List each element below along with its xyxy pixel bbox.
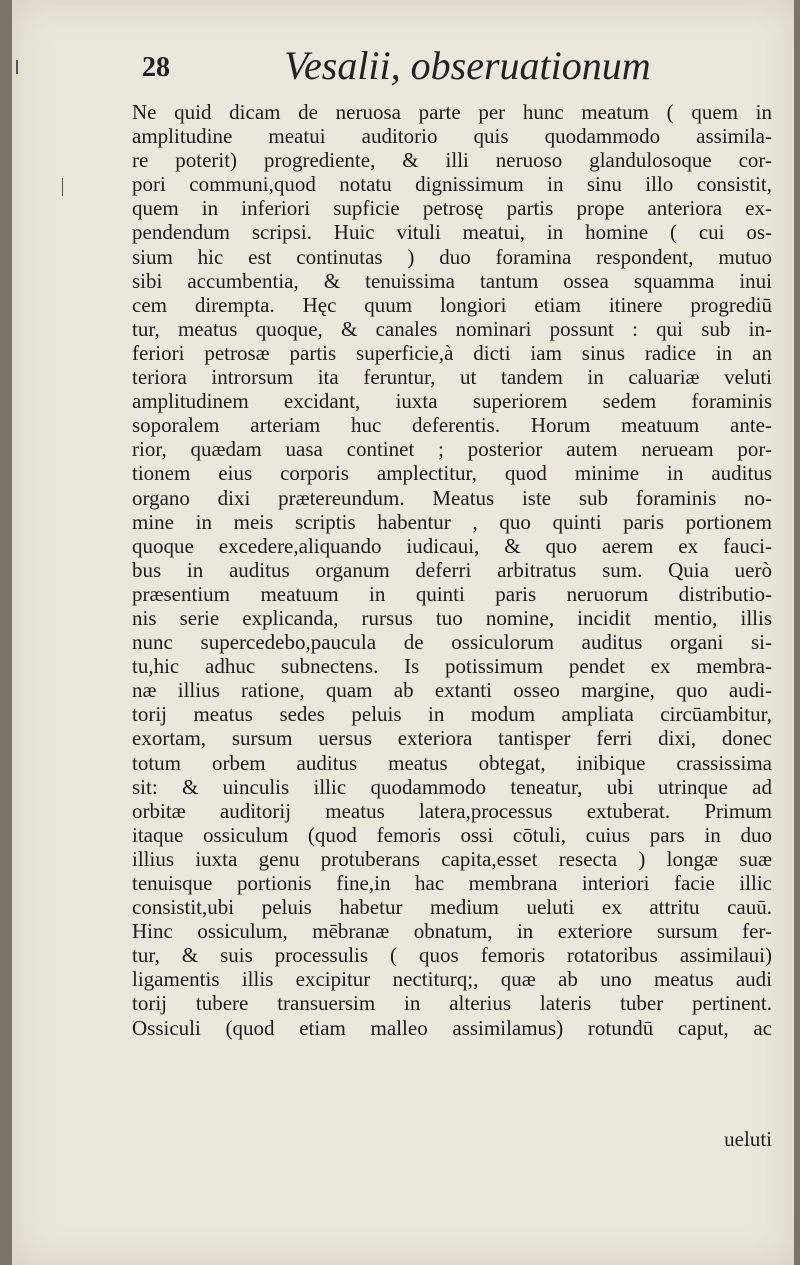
text-line: orbitæ auditorij meatus latera,processus extuberat. Primum [132, 798, 772, 823]
text-line: tu,hic adhuc subnectens. Is potissimum pendet ex membra- [132, 654, 772, 679]
text-line: pori communi,quod notatu dignissimum in sinu illo consistit, [132, 172, 772, 197]
text-line: quoque excedere,aliquando iudicaui, & quo aerem ex fauci- [132, 533, 772, 558]
text-line: sit: & uinculis illic quodammodo teneatur, ubi utrinque ad [132, 774, 772, 799]
text-line: consistit,ubi peluis habetur medium ueluti ex attritu cauū. [132, 895, 772, 920]
text-line: Ne quid dicam de neruosa parte per hunc meatum ( quem in [132, 100, 772, 124]
catchword-row [132, 1127, 772, 1157]
catchword: ueluti [724, 1127, 772, 1151]
text-line: itaque ossiculum (quod femoris ossi cōtuli, cuius pars in duo [132, 822, 772, 847]
text-line: ligamentis illis excipitur nectiturq;, quæ ab uno meatus audi [132, 967, 772, 992]
text-line: nis serie explicanda, rursus tuo nomine, incidit mentio, illis [132, 605, 772, 630]
text-line: organo dixi prætereundum. Meatus iste sub foraminis no- [132, 485, 772, 510]
margin-mark-middle [62, 178, 63, 196]
text-line: bus in auditus organum deferri arbitratus sum. Quia uerò [132, 557, 772, 582]
text-line: nunc supercedebo,paucula de ossiculorum auditus organi si- [132, 630, 772, 655]
text-line: illius iuxta genu protuberans capita,esset resecta ) longæ suæ [132, 846, 772, 871]
text-line: torij tubere transuersim in alterius lateris tuber pertinent. [132, 991, 772, 1016]
text-line: teriora introrsum ita feruntur, ut tandem in caluariæ veluti [132, 365, 772, 390]
text-line: totum orbem auditus meatus obtegat, inibique crassissima [132, 750, 772, 775]
text-line: amplitudine meatui auditorio quis quodammodo assimila- [132, 124, 772, 149]
text-line: soporalem arteriam huc deferentis. Horum meatuum ante- [132, 413, 772, 438]
text-line: tur, & suis processulis ( quos femoris rotatoribus assimilaui) [132, 943, 772, 968]
book-page [12, 0, 794, 1265]
text-line: re poterit) progrediente, & illi neruoso glandulosoque cor- [132, 148, 772, 173]
text-line: sium hic est continutas ) duo foramina respondent, mutuo [132, 244, 772, 269]
running-head: Vesalii, obseruationum [284, 43, 651, 88]
text-line: Hinc ossiculum, mēbranæ obnatum, in exteriore sursum fer- [132, 919, 772, 944]
text-line: tur, meatus quoque, & canales nominari possunt : qui sub in- [132, 316, 772, 341]
body-text [132, 100, 772, 1040]
text-line: cem dirempta. Hęc quum longiori etiam itinere progrediū [132, 292, 772, 317]
text-line: feriori petrosæ partis superficie,à dicti iam sinus radice in an [132, 340, 772, 365]
page-header [12, 42, 794, 98]
text-line: exortam, sursum uersus exteriora tantisper ferri dixi, donec [132, 726, 772, 751]
text-line: næ illius ratione, quam ab extanti osseo margine, quo audi- [132, 678, 772, 703]
text-line: quem in inferiori supficie petrosę partis prope anteriora ex- [132, 196, 772, 221]
text-line: amplitudinem excidant, iuxta superiorem sedem foraminis [132, 389, 772, 414]
text-line: torij meatus sedes peluis in modum ampliata circūambitur, [132, 702, 772, 727]
text-line: mine in meis scriptis habentur , quo quinti paris portionem [132, 509, 772, 534]
text-line: Ossiculi (quod etiam malleo assimilamus) rotundū caput, ac [132, 1015, 772, 1040]
text-line: præsentium meatuum in quinti paris neruorum distributio- [132, 581, 772, 606]
text-line: sibi accumbentia, & tenuissima tantum ossea squamma inui [132, 268, 772, 293]
text-line: pendendum scripsi. Huic vituli meatui, in homine ( cui os- [132, 220, 772, 245]
text-line: tenuisque portionis fine,in hac membrana interiori facie illic [132, 871, 772, 895]
page-number: 28 [142, 52, 170, 83]
text-line: rior, quædam uasa continet ; posterior autem nerueam por- [132, 437, 772, 462]
text-line: tionem eius corporis amplectitur, quod minime in auditus [132, 461, 772, 486]
